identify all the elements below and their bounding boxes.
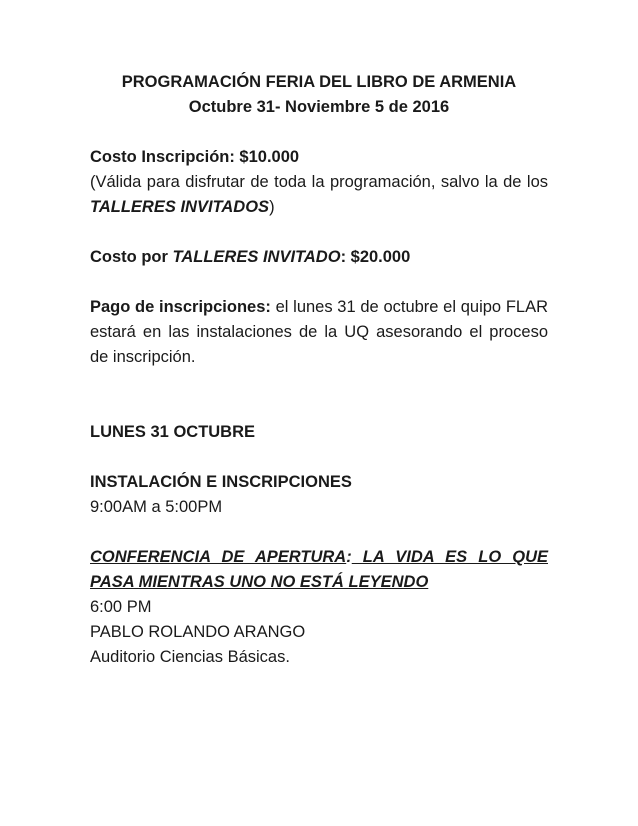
inscription-note-prefix: (Válida para disfrutar de toda la programación, salvo la de los bbox=[90, 173, 548, 191]
inscription-note-emphasis: TALLERES INVITADOS bbox=[90, 198, 270, 216]
workshop-cost-emphasis: TALLERES INVITADO bbox=[172, 248, 341, 266]
spacer bbox=[90, 370, 548, 420]
workshop-cost-suffix: : $20.000 bbox=[340, 248, 411, 266]
conference-speaker: PABLO ROLANDO ARANGO bbox=[90, 623, 306, 641]
spacer bbox=[90, 520, 548, 545]
conference-title bbox=[90, 545, 548, 595]
conference-label: CONFERENCIA DE APERTURA bbox=[90, 548, 347, 566]
conference-venue: Auditorio Ciencias Básicas. bbox=[90, 648, 290, 666]
document-page bbox=[90, 70, 548, 670]
conference-time: 6:00 PM bbox=[90, 598, 152, 616]
workshop-cost bbox=[90, 245, 548, 270]
payment-text: el lunes 31 de octubre el quipo FLAR estará en las instalaciones de la UQ asesorando el proceso de inscripción. bbox=[90, 298, 548, 366]
spacer bbox=[90, 445, 548, 470]
document-title: PROGRAMACIÓN FERIA DEL LIBRO DE ARMENIA bbox=[121, 73, 517, 91]
workshop-cost-prefix: Costo por bbox=[90, 248, 173, 266]
installation-heading: INSTALACIÓN E INSCRIPCIONES bbox=[90, 473, 352, 491]
day-heading: LUNES 31 OCTUBRE bbox=[90, 423, 256, 441]
payment-label: Pago de inscripciones: bbox=[90, 298, 271, 316]
document-dates: Octubre 31- Noviembre 5 de 2016 bbox=[188, 98, 450, 116]
payment-paragraph bbox=[90, 295, 548, 370]
conference-colon: : bbox=[346, 548, 352, 566]
inscription-note bbox=[90, 170, 548, 220]
spacer bbox=[90, 120, 548, 145]
installation-time: 9:00AM a 5:00PM bbox=[90, 498, 223, 516]
spacer bbox=[90, 220, 548, 245]
conference-topic: LA VIDA ES LO QUE PASA MIENTRAS UNO NO ESTÁ LEYENDO bbox=[90, 548, 548, 591]
spacer bbox=[90, 270, 548, 295]
inscription-cost: Costo Inscripción: $10.000 bbox=[90, 148, 300, 166]
inscription-note-suffix: ) bbox=[269, 198, 275, 216]
